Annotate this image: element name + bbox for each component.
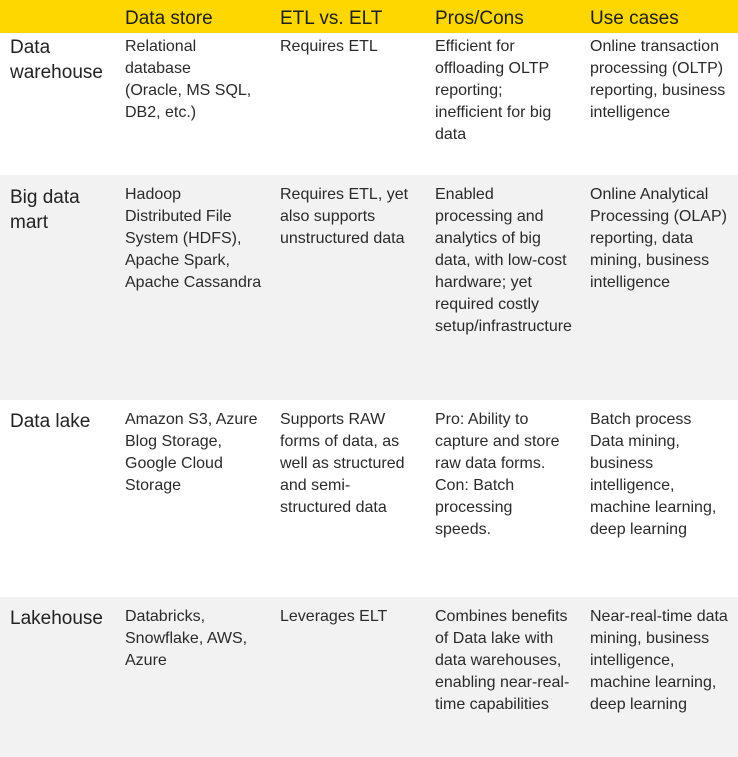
- cell-line: Near-real-time data: [590, 608, 728, 625]
- cell-line: structured data: [280, 499, 387, 516]
- row-label-line: Data: [10, 37, 51, 58]
- cell-line: of Data lake with: [435, 630, 554, 647]
- cell-data-store: [125, 409, 270, 497]
- cell-line: processing: [435, 499, 513, 516]
- cell-etl-elt: [280, 409, 425, 519]
- cell-use-cases: [590, 409, 735, 541]
- cell-line: machine learning,: [590, 499, 717, 516]
- row-label-line: mart: [10, 212, 48, 233]
- cell-line: Storage: [125, 477, 182, 494]
- header-use-cases: Use cases: [590, 8, 679, 29]
- cell-line: data, with low-cost: [435, 252, 567, 269]
- cell-line: intelligence,: [590, 477, 675, 494]
- table-header: [0, 0, 738, 33]
- cell-line: time capabilities: [435, 696, 549, 713]
- cell-line: well as structured: [280, 455, 405, 472]
- cell-line: Amazon S3, Azure: [125, 411, 258, 428]
- cell-line: Leverages ELT: [280, 608, 388, 625]
- cell-line: Hadoop: [125, 186, 182, 203]
- cell-line: also supports: [280, 208, 376, 225]
- cell-line: Requires ETL, yet: [280, 186, 409, 203]
- cell-line: intelligence,: [590, 652, 675, 669]
- cell-use-cases: [590, 184, 735, 294]
- cell-line: business: [590, 455, 654, 472]
- cell-line: forms of data, as: [280, 433, 400, 450]
- cell-line: Pro: Ability to: [435, 411, 529, 428]
- cell-line: Supports RAW: [280, 411, 386, 428]
- cell-line: database: [125, 60, 191, 77]
- cell-data-store: [125, 184, 270, 294]
- cell-line: Relational: [125, 38, 197, 55]
- cell-etl-elt: [280, 184, 425, 250]
- cell-line: Databricks,: [125, 608, 206, 625]
- row-label: [10, 409, 115, 434]
- cell-line: deep learning: [590, 696, 687, 713]
- table-row-data-lake: [0, 400, 738, 597]
- cell-line: Snowflake, AWS,: [125, 630, 248, 647]
- row-label-line: Big data: [10, 187, 80, 208]
- row-label-line: warehouse: [10, 62, 103, 83]
- cell-line: Google Cloud: [125, 455, 223, 472]
- cell-line: Processing (OLAP): [590, 208, 727, 225]
- cell-pros-cons: [435, 36, 580, 146]
- cell-line: speeds.: [435, 521, 492, 538]
- cell-line: Efficient for: [435, 38, 515, 55]
- cell-data-store: [125, 36, 270, 124]
- cell-line: Azure: [125, 652, 167, 669]
- cell-line: Apache Cassandra: [125, 274, 262, 291]
- cell-data-store: [125, 606, 270, 672]
- cell-line: offloading OLTP: [435, 60, 550, 77]
- cell-line: mining, business: [590, 252, 710, 269]
- cell-line: hardware; yet: [435, 274, 532, 291]
- cell-line: Data mining,: [590, 433, 680, 450]
- cell-line: Online transaction: [590, 38, 719, 55]
- cell-line: required costly: [435, 296, 540, 313]
- table-row-data-warehouse: [0, 33, 738, 175]
- row-label: [10, 185, 115, 235]
- cell-line: Requires ETL: [280, 38, 378, 55]
- cell-line: raw data forms.: [435, 455, 546, 472]
- cell-line: analytics of big: [435, 230, 541, 247]
- cell-line: Enabled: [435, 186, 494, 203]
- table-row-big-data-mart: [0, 175, 738, 400]
- cell-line: intelligence: [590, 274, 671, 291]
- row-label-line: Lakehouse: [10, 608, 103, 629]
- cell-line: processing (OLTP): [590, 60, 724, 77]
- cell-etl-elt: [280, 606, 425, 628]
- cell-line: Batch process: [590, 411, 692, 428]
- cell-line: data: [435, 126, 467, 143]
- cell-line: and semi-: [280, 477, 351, 494]
- cell-line: reporting;: [435, 82, 503, 99]
- cell-line: data warehouses,: [435, 652, 562, 669]
- cell-line: System (HDFS),: [125, 230, 242, 247]
- cell-use-cases: [590, 606, 735, 716]
- cell-line: deep learning: [590, 521, 687, 538]
- cell-line: capture and store: [435, 433, 560, 450]
- cell-line: Combines benefits: [435, 608, 568, 625]
- cell-etl-elt: [280, 36, 425, 58]
- cell-line: reporting, business: [590, 82, 726, 99]
- cell-line: Online Analytical: [590, 186, 709, 203]
- cell-line: processing and: [435, 208, 544, 225]
- cell-line: Blog Storage,: [125, 433, 222, 450]
- cell-line: enabling near-real-: [435, 674, 570, 691]
- header-etl-vs-elt: ETL vs. ELT: [280, 8, 383, 29]
- header-data-store: Data store: [125, 8, 213, 29]
- cell-line: (Oracle, MS SQL,: [125, 82, 252, 99]
- cell-line: reporting, data: [590, 230, 694, 247]
- cell-line: Distributed File: [125, 208, 232, 225]
- table-row-lakehouse: [0, 597, 738, 757]
- cell-line: unstructured data: [280, 230, 405, 247]
- cell-line: mining, business: [590, 630, 710, 647]
- cell-line: Apache Spark,: [125, 252, 230, 269]
- cell-line: setup/infrastructure: [435, 318, 572, 335]
- header-pros-cons: Pros/Cons: [435, 8, 524, 29]
- row-label: [10, 606, 115, 631]
- cell-line: DB2, etc.): [125, 104, 197, 121]
- cell-line: inefficient for big: [435, 104, 552, 121]
- cell-pros-cons: [435, 184, 580, 338]
- cell-pros-cons: [435, 606, 580, 716]
- row-label: [10, 35, 115, 85]
- row-label-line: Data lake: [10, 411, 91, 432]
- cell-line: intelligence: [590, 104, 671, 121]
- cell-pros-cons: [435, 409, 580, 541]
- cell-line: Con: Batch: [435, 477, 515, 494]
- cell-line: machine learning,: [590, 674, 717, 691]
- cell-use-cases: [590, 36, 735, 124]
